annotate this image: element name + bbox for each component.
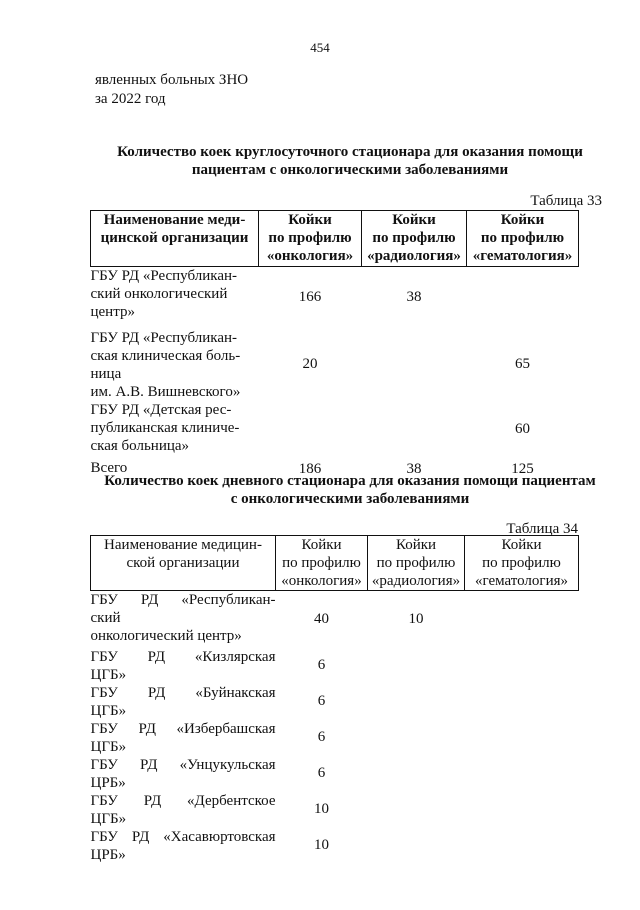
org-name-line: ГБУ РД «Детская рес- <box>90 401 232 418</box>
beds-rad-cell: 38 <box>406 461 422 477</box>
header-line: Койки <box>501 537 542 553</box>
beds-onk-cell: 20 <box>302 356 318 372</box>
org-name-line: Всего <box>90 459 128 476</box>
beds-onk-cell: 40 <box>314 610 329 627</box>
beds-gem-cell <box>465 828 579 864</box>
table33 <box>90 210 579 481</box>
header-line: Наименование медицин- <box>104 537 262 553</box>
org-name-cell <box>91 329 259 401</box>
intro-line-1: явленных больных ЗНО <box>95 72 249 88</box>
header-line: «гематология» <box>475 573 568 589</box>
org-name-line: ЦГБ» <box>90 810 127 827</box>
header-line: Койки <box>500 212 545 228</box>
beds-gem-cell: 125 <box>511 461 534 477</box>
header-line: «онкология» <box>281 573 362 589</box>
beds-rad-cell: 10 <box>408 610 424 627</box>
org-name-cell <box>91 267 259 329</box>
org-name-cell <box>91 720 276 756</box>
header-line: по профилю <box>482 555 561 571</box>
org-name-line: ЦГБ» <box>90 666 127 683</box>
beds-onk-cell: 10 <box>314 837 329 853</box>
org-name-line: центр» <box>90 304 135 320</box>
org-name-line: ская клиническая боль- <box>90 347 241 364</box>
header-line: «онкология» <box>266 248 354 264</box>
beds-gem-cell <box>465 684 579 720</box>
table34-heading-line-2: с онкологическими заболеваниями <box>230 491 470 507</box>
org-name-line: ГБУ РД «Дербентское <box>90 792 276 809</box>
header-line: цинской организации <box>100 230 249 246</box>
org-name-line: ЦРБ» <box>90 846 126 863</box>
table34-header-radiologiya <box>368 536 465 591</box>
beds-rad-cell <box>368 756 465 792</box>
org-name-line: ГБУ РД «Кизлярская <box>90 648 276 665</box>
beds-onk-cell: 6 <box>317 765 326 781</box>
header-line: Койки <box>288 212 332 228</box>
org-name-line: ЦРБ» <box>90 774 126 791</box>
header-line: «радиология» <box>371 573 461 589</box>
beds-gem-cell: 60 <box>515 421 530 437</box>
table33-heading-line-2: пациентам с онкологическими заболеваниями <box>191 162 509 178</box>
beds-rad-cell <box>368 648 465 684</box>
org-name-line: ГБУ РД «Хасавюртовская <box>90 828 276 845</box>
table34-header-name <box>91 536 276 591</box>
beds-onk-cell: 6 <box>317 729 326 745</box>
table34-heading <box>90 472 610 508</box>
header-line: по профилю <box>480 230 565 246</box>
beds-onk-cell: 166 <box>298 289 322 306</box>
beds-gem-cell <box>467 267 579 329</box>
beds-rad-cell <box>368 684 465 720</box>
beds-gem-cell <box>465 756 579 792</box>
org-name-line: ГБУ РД «Унцукульская <box>90 756 276 773</box>
table34-header-onkologiya <box>276 536 368 591</box>
org-name-line: ГБУ РД «Республикан- <box>90 268 237 284</box>
org-name-cell <box>91 684 276 720</box>
org-name-cell <box>91 756 276 792</box>
org-name-line: публиканская клиниче- <box>90 419 240 436</box>
org-name-line: ница <box>90 365 122 382</box>
header-line: Койки <box>301 537 342 553</box>
beds-rad-cell <box>368 828 465 864</box>
table34-header-row <box>91 536 579 591</box>
beds-gem-cell <box>465 792 579 828</box>
table-row <box>91 648 579 684</box>
table33-header-gematologiya <box>467 211 579 267</box>
org-name-line: ЦГБ» <box>90 702 127 719</box>
org-name-line: ГБУ РД «Республикан- <box>90 329 237 346</box>
table34-label: Таблица 34 <box>506 521 578 537</box>
table33-label: Таблица 33 <box>530 193 602 209</box>
table33-header-onkologiya <box>259 211 362 267</box>
table33-header-row <box>91 211 579 267</box>
org-name-line: ГБУ РД «Республикан- <box>90 592 276 608</box>
table34-heading-line-1: Количество коек дневного стационара для оказания помощи пациентам <box>104 473 596 489</box>
table-row <box>91 267 579 329</box>
org-name-line: ГБУ РД «Избербашская <box>90 720 276 737</box>
org-name-line: онкологический центр» <box>90 628 242 644</box>
beds-rad-cell <box>362 401 467 459</box>
org-name-line: ский онкологический <box>90 286 228 302</box>
table-row <box>91 792 579 828</box>
beds-onk-cell: 6 <box>317 657 326 673</box>
header-line: по профилю <box>282 555 361 571</box>
beds-onk-cell: 186 <box>298 461 322 477</box>
table-row <box>91 720 579 756</box>
beds-gem-cell <box>465 591 579 648</box>
table-row <box>91 329 579 401</box>
header-line: по профилю <box>268 230 352 246</box>
beds-onk-cell <box>259 401 362 459</box>
page-number: 454 <box>310 40 330 55</box>
org-name-line: ГБУ РД «Буйнакская <box>90 684 276 701</box>
beds-rad-cell <box>368 720 465 756</box>
org-name-line: ская больница» <box>90 437 190 454</box>
org-name-cell <box>91 792 276 828</box>
header-line: ской организации <box>126 555 240 571</box>
table-row <box>91 828 579 864</box>
table33-body <box>91 267 579 481</box>
header-line: «радиология» <box>367 248 461 264</box>
table-row <box>91 756 579 792</box>
table34-header-gematologiya <box>465 536 579 591</box>
table33-heading <box>90 143 610 179</box>
table-row <box>91 591 579 648</box>
table33-header-radiologiya <box>362 211 467 267</box>
beds-rad-cell: 38 <box>406 289 422 306</box>
header-line: Койки <box>392 212 436 228</box>
org-name-cell <box>91 648 276 684</box>
beds-onk-cell: 6 <box>317 693 326 709</box>
table33-heading-line-1: Количество коек круглосуточного стационара для оказания помощи <box>117 144 583 160</box>
org-name-cell <box>91 401 259 459</box>
org-name-line: ский <box>90 610 121 626</box>
beds-onk-cell: 10 <box>314 801 329 817</box>
table-row <box>91 684 579 720</box>
beds-gem-cell: 65 <box>515 356 530 372</box>
header-line: Наименование меди- <box>103 212 246 228</box>
beds-rad-cell <box>368 792 465 828</box>
intro-line-2: за 2022 год <box>95 91 166 107</box>
org-name-line: им. А.В. Вишневского» <box>90 383 241 400</box>
beds-rad-cell <box>362 329 467 401</box>
table-row <box>91 401 579 459</box>
org-name-cell <box>91 591 276 648</box>
beds-gem-cell <box>465 648 579 684</box>
header-line: по профилю <box>372 230 456 246</box>
beds-gem-cell <box>465 720 579 756</box>
org-name-line: ЦГБ» <box>90 738 127 755</box>
header-line: Койки <box>395 537 437 553</box>
table34-body <box>91 591 579 864</box>
table34 <box>90 535 579 864</box>
table33-header-name <box>91 211 259 267</box>
header-line: «гематология» <box>472 248 573 264</box>
org-name-cell <box>91 828 276 864</box>
header-line: по профилю <box>376 555 456 571</box>
